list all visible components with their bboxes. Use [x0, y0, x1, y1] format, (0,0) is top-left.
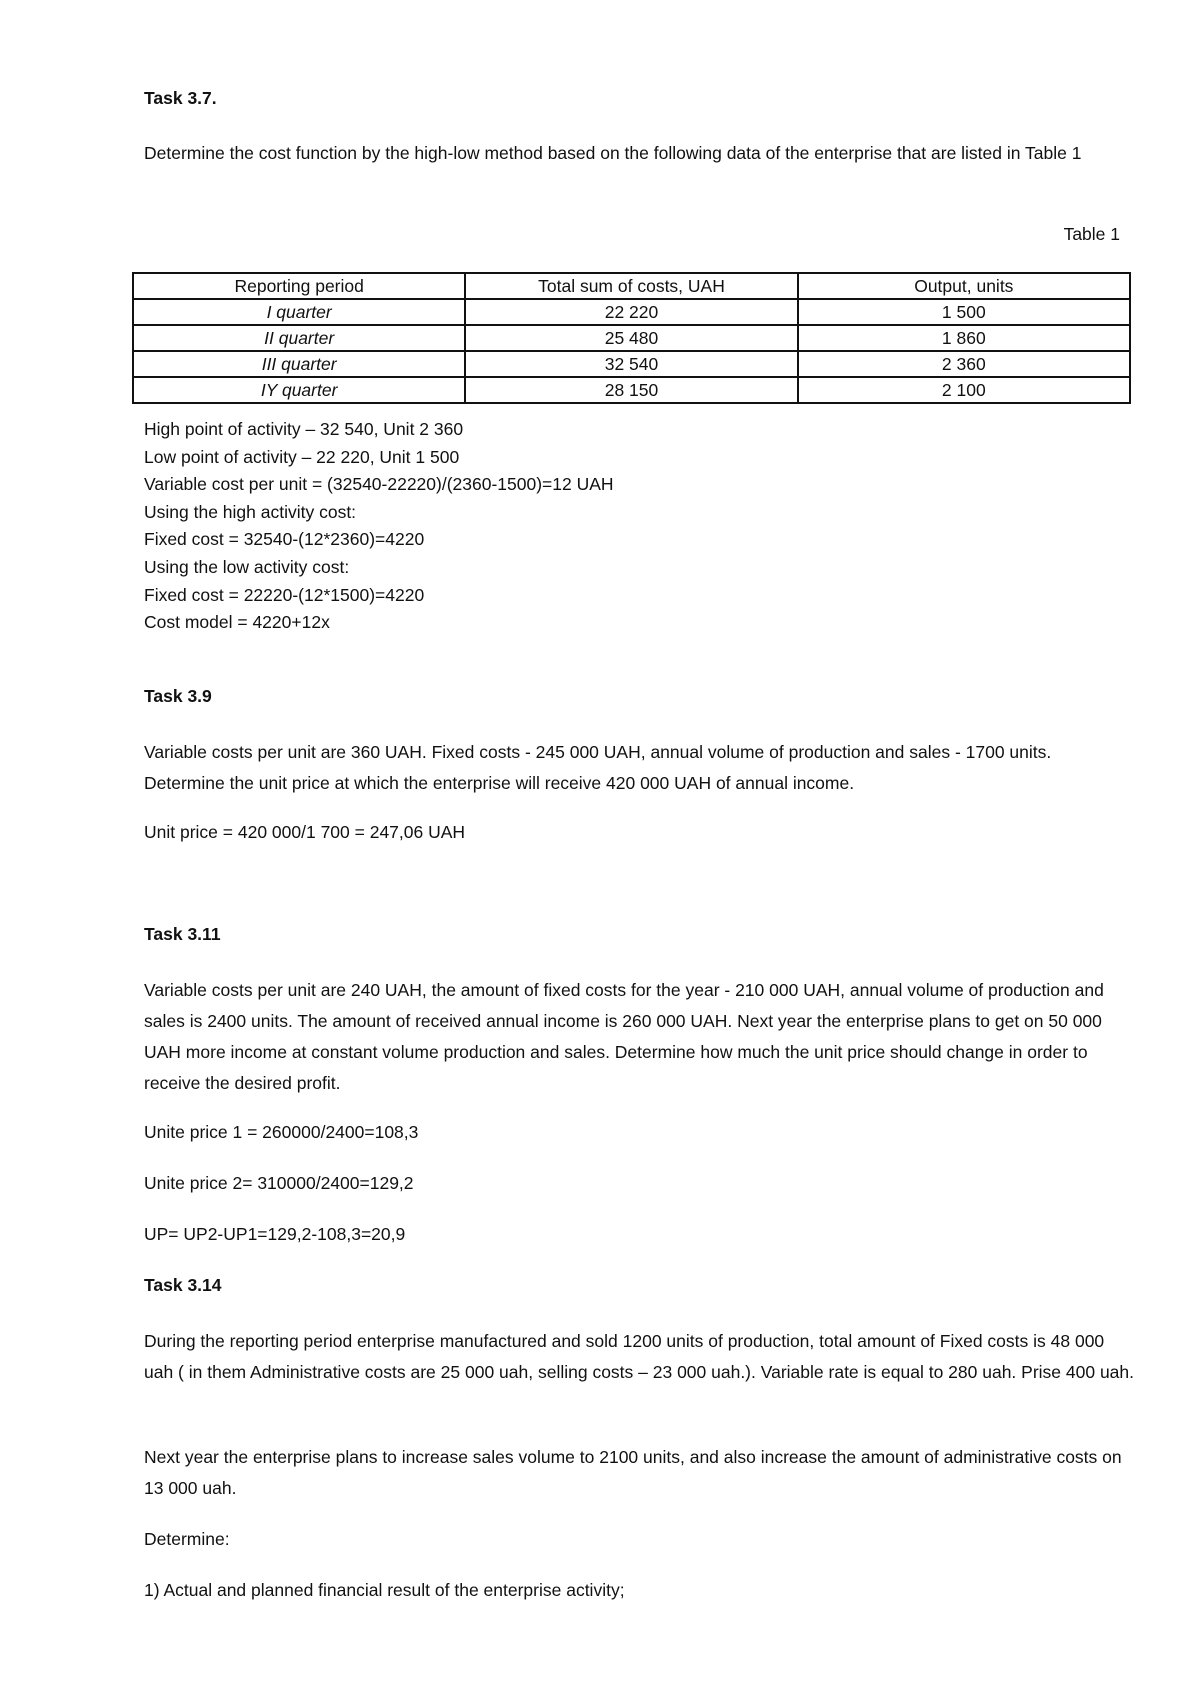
task-3-7-text: Determine the cost function by the high-low method based on the following data of the enterprise that are listed in Table 1	[144, 143, 1082, 163]
solution-line: Fixed cost = 22220-(12*1500)=4220	[144, 584, 425, 605]
solution-line: Low point of activity – 22 220, Unit 1 500	[144, 446, 460, 467]
table-cell-output: 2 100	[798, 377, 1130, 403]
solution-line: Fixed cost = 32540-(12*2360)=4220	[144, 529, 425, 550]
task-3-11-line: UP= UP2-UP1=129,2-108,3=20,9	[144, 1224, 406, 1244]
table-row	[133, 325, 1130, 351]
task-3-11-line: Unite price 1 = 260000/2400=108,3	[144, 1122, 419, 1142]
task-3-14-text-2: Next year the enterprise plans to increase sales volume to 2100 units, and also increase the amount of administrative costs on 13 000 uah.	[144, 1447, 1122, 1498]
task-3-14-text-1: During the reporting period enterprise manufactured and sold 1200 units of production, total amount of Fixed costs is 48 000 uah ( in them Administrative costs are 25 000 uah, selling costs – 23 000 uah.). Variable rate is equal to 280 uah. Prise 400 uah.	[144, 1331, 1134, 1382]
solution-line: Using the low activity cost:	[144, 556, 350, 577]
table-cell-output: 2 360	[798, 351, 1130, 377]
task-3-7-solution	[144, 416, 614, 637]
table-header-cell: Output, units	[798, 273, 1130, 299]
task-3-14-title: Task 3.14	[144, 1275, 222, 1295]
table-cell-costs: 32 540	[465, 351, 797, 377]
task-3-11-text: Variable costs per unit are 240 UAH, the amount of fixed costs for the year - 210 000 UAH, annual volume of production and sales is 2400 units. The amount of received annual income is 260 000 UAH. Next year the enterprise plans to get on 50 000 UAH more income at constant volume production and sales. Determine how much the unit price should change in order to receive the desired profit.	[144, 980, 1104, 1093]
table-cell-costs: 22 220	[465, 299, 797, 325]
task-3-14-determine: Determine:	[144, 1529, 230, 1549]
table-cell-costs: 28 150	[465, 377, 797, 403]
solution-line: Cost model = 4220+12x	[144, 612, 330, 633]
solution-line: High point of activity – 32 540, Unit 2 360	[144, 419, 464, 439]
table-row	[133, 351, 1130, 377]
table-header-cell: Reporting period	[133, 273, 465, 299]
cost-table	[132, 272, 1131, 404]
solution-line: Using the high activity cost:	[144, 501, 357, 522]
table-row	[133, 299, 1130, 325]
task-3-14-item-1: 1) Actual and planned financial result of the enterprise activity;	[144, 1580, 625, 1600]
task-3-9-text: Variable costs per unit are 360 UAH. Fixed costs - 245 000 UAH, annual volume of production and sales - 1700 units. Determine the unit price at which the enterprise will receive 420 000 UAH of annual income.	[144, 742, 1052, 793]
table-cell-period: II quarter	[133, 325, 465, 351]
table-cell-costs: 25 480	[465, 325, 797, 351]
table-cell-period: III quarter	[133, 351, 465, 377]
table-cell-output: 1 500	[798, 299, 1130, 325]
task-3-9-title: Task 3.9	[144, 686, 212, 706]
table-row	[133, 377, 1130, 403]
table-caption: Table 1	[1063, 224, 1120, 244]
table-header-row	[133, 273, 1130, 299]
table-cell-period: IY quarter	[133, 377, 465, 403]
task-3-11-title: Task 3.11	[144, 924, 221, 944]
task-3-11-line: Unite price 2= 310000/2400=129,2	[144, 1173, 414, 1193]
table-cell-period: I quarter	[133, 299, 465, 325]
task-3-7-title: Task 3.7.	[144, 88, 217, 108]
table-header-cell: Total sum of costs, UAH	[465, 273, 797, 299]
solution-line: Variable cost per unit = (32540-22220)/(2360-1500)=12 UAH	[144, 474, 614, 495]
task-3-9-answer: Unit price = 420 000/1 700 = 247,06 UAH	[144, 822, 466, 842]
table-cell-output: 1 860	[798, 325, 1130, 351]
